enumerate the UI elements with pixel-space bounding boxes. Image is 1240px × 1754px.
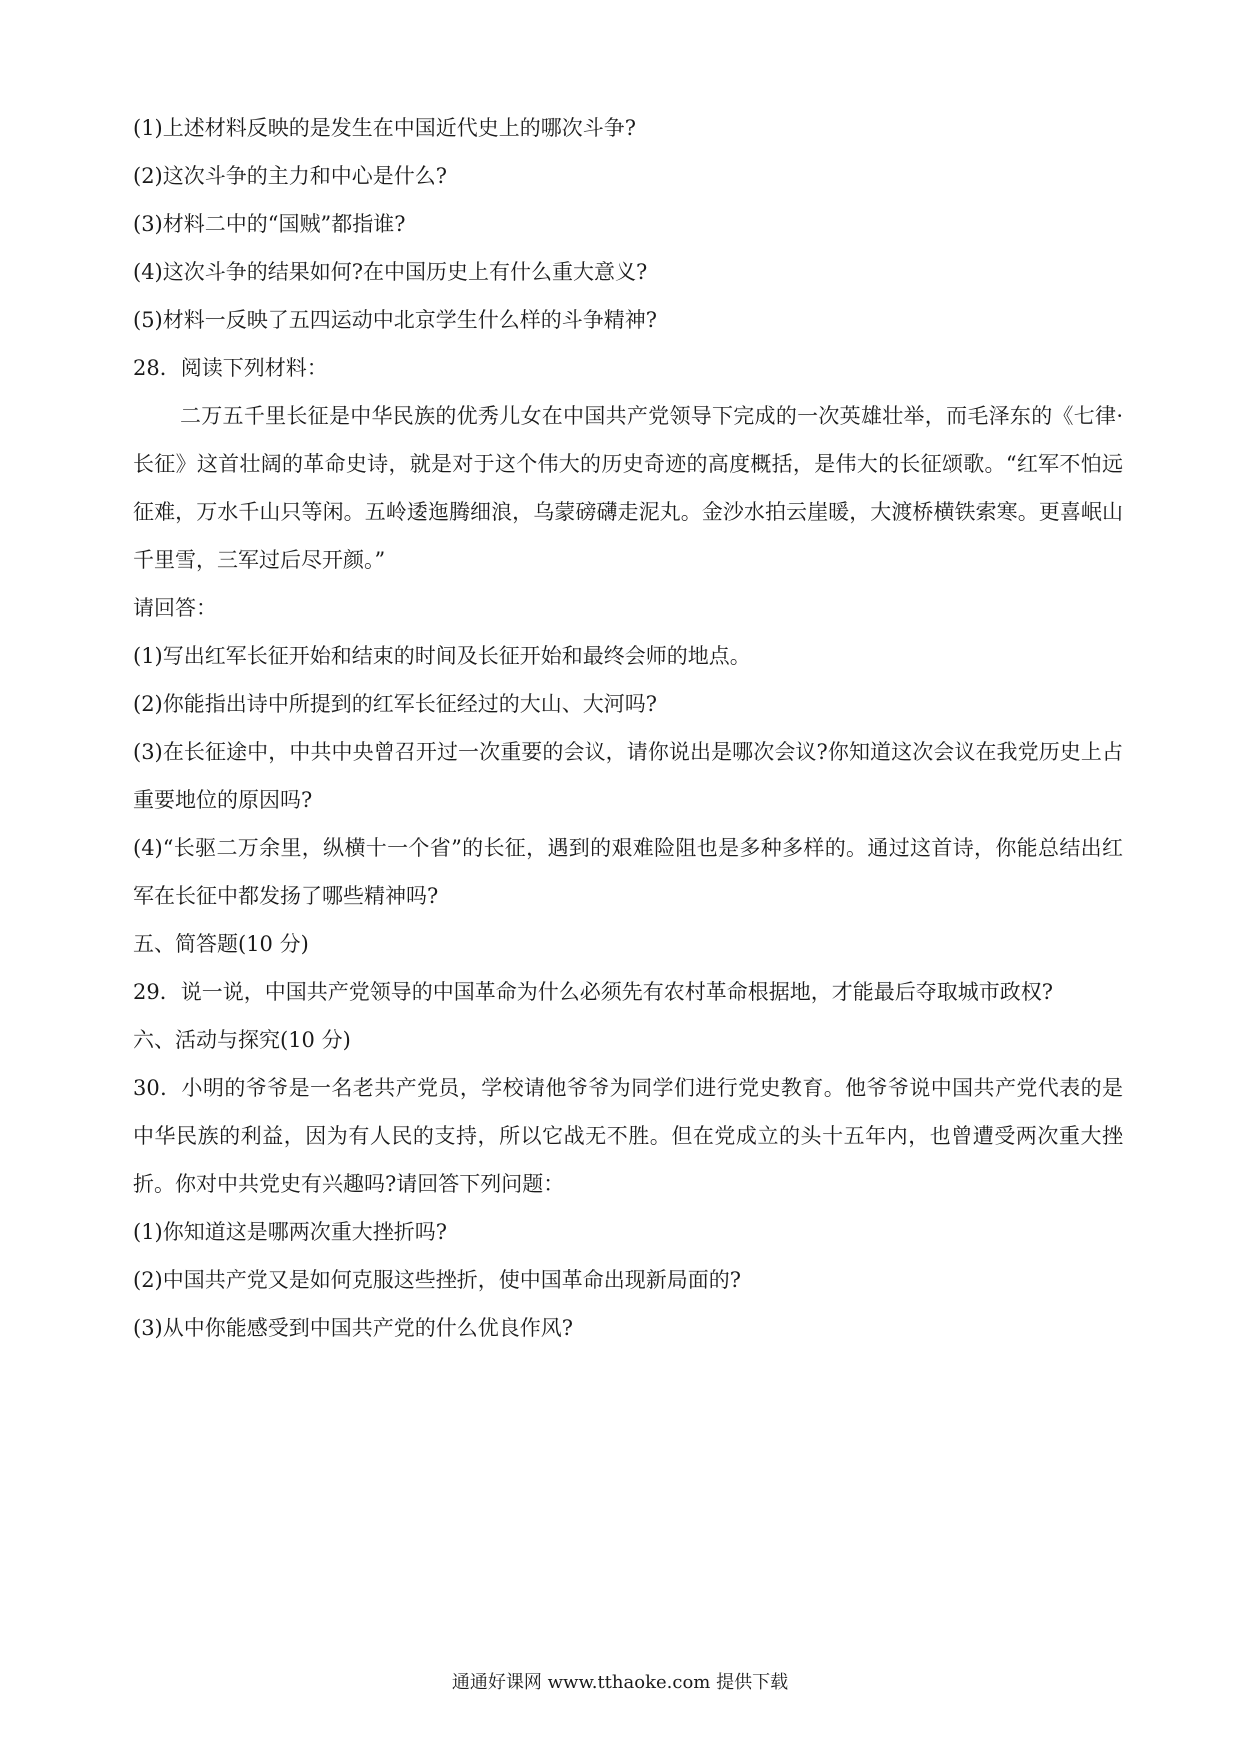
- q30-sub1: (1)你知道这是哪两次重大挫折吗?: [133, 1220, 448, 1244]
- q28-material: 二万五千里长征是中华民族的优秀儿女在中国共产党领导下完成的一次英雄壮举，而毛泽东的《七律·长征》这首壮阔的革命史诗，就是对于这个伟大的历史奇迹的高度概括，是伟大的长征颂歌。“红军不怕远征难，万水千山只等闲。五岭逶迤腾细浪，乌蒙磅礴走泥丸。金沙水拍云崖暖，大渡桥横铁索寒。更喜岷山千里雪，三军过后尽开颜。”: [133, 404, 1123, 572]
- q27-sub4: (4)这次斗争的结果如何?在中国历史上有什么重大意义?: [133, 260, 648, 284]
- q28-heading: 28．阅读下列材料：: [133, 356, 328, 380]
- q27-sub5: (5)材料一反映了五四运动中北京学生什么样的斗争精神?: [133, 308, 658, 332]
- page-footer: 通通好课网 www.tthaoke.com 提供下载: [451, 1672, 789, 1693]
- section6-title: 六、活动与探究(10 分): [133, 1028, 351, 1052]
- q27-sub3: (3)材料二中的“国贼”都指谁?: [133, 212, 406, 236]
- q27-sub2: (2)这次斗争的主力和中心是什么?: [133, 164, 448, 188]
- section5-title: 五、简答题(10 分): [133, 932, 309, 956]
- q28-sub4: (4)“长驱二万余里，纵横十一个省”的长征，遇到的艰难险阻也是多种多样的。通过这首诗，你能总结出红军在长征中都发扬了哪些精神吗?: [133, 836, 1123, 908]
- q30-sub2: (2)中国共产党又是如何克服这些挫折，使中国革命出现新局面的?: [133, 1268, 742, 1292]
- q28-sub2: (2)你能指出诗中所提到的红军长征经过的大山、大河吗?: [133, 692, 658, 716]
- q29-text: 29．说一说，中国共产党领导的中国革命为什么必须先有农村革命根据地，才能最后夺取城市政权?: [133, 980, 1053, 1004]
- q30-text: 30．小明的爷爷是一名老共产党员，学校请他爷爷为同学们进行党史教育。他爷爷说中国共产党代表的是中华民族的利益，因为有人民的支持，所以它战无不胜。但在党成立的头十五年内，也曾遭受两次重大挫折。你对中共党史有兴趣吗?请回答下列问题：: [133, 1076, 1123, 1196]
- q28-sub3: (3)在长征途中，中共中央曾召开过一次重要的会议，请你说出是哪次会议?你知道这次会议在我党历史上占重要地位的原因吗?: [133, 740, 1123, 812]
- q28-prompt: 请回答：: [133, 596, 217, 620]
- q30-sub3: (3)从中你能感受到中国共产党的什么优良作风?: [133, 1316, 574, 1340]
- q27-sub1: (1)上述材料反映的是发生在中国近代史上的哪次斗争?: [133, 116, 637, 140]
- exam-content: [133, 104, 1123, 1352]
- q28-sub1: (1)写出红军长征开始和结束的时间及长征开始和最终会师的地点。: [133, 644, 751, 668]
